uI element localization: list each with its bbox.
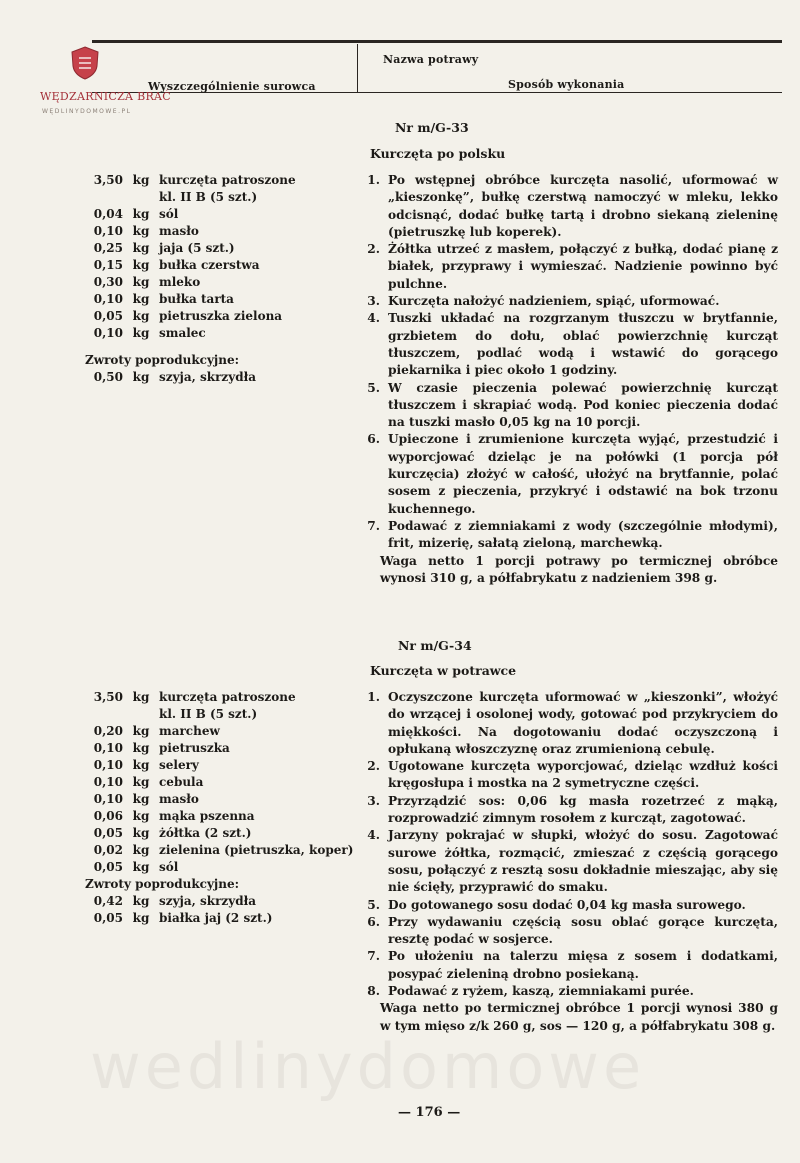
ingredient-row: 0,05 kg żółtka (2 szt.) — [93, 826, 252, 840]
ingredient-row: 0,10 kg cebula — [93, 775, 204, 789]
page-number: — 176 — — [398, 1105, 461, 1120]
ingredient-row: 0,06 kg mąka pszenna — [93, 809, 255, 823]
header-column-divider — [357, 44, 358, 92]
ingredient-row: 0,25 kg jaja (5 szt.) — [93, 241, 235, 255]
ingredient-row: 0,04 kg sól — [93, 207, 179, 221]
net-weight-note: Waga netto po termicznej obróbce 1 porcji wynosi 380 g w tym mięso z/k 260 g, sos — 120 g, a półfabrykatu 308 g. — [380, 1001, 778, 1033]
ingredient-row: 0,30 kg mleko — [93, 275, 201, 289]
ingredient-row: 3,50 kg kurczęta patroszone — [93, 173, 296, 187]
method-step: 7. Po ułożeniu na talerzu mięsa z sosem i dodatkami, posypać zieleniną drobno posiekaną. — [367, 949, 778, 981]
method-step: 3. Przyrządzić sos: 0,06 kg masła rozetrzeć z mąką, rozprowadzić zimnym rosołem z kurcząt, zagotować. — [367, 793, 778, 826]
ingredient-row: 0,10 kg pietruszka — [93, 741, 230, 755]
recipe-number: Nr m/G-34 — [398, 638, 472, 653]
recipe-number: Nr m/G-33 — [395, 120, 469, 135]
brand-logo — [40, 46, 172, 120]
method-step: 4. Jarzyny pokrajać w słupki, włożyć do sosu. Zagotować surowe żółtka, rozmącić, zmieszać z częścią gorącego sosu, połączyć z resztą sosu dokładnie mieszając, aby się nie ścięły, przyprawić do smaku. — [367, 828, 778, 895]
return-row: 0,50 kg szyja, skrzydła — [93, 370, 256, 384]
ingredient-row: 0,10 kg bułka tarta — [93, 292, 234, 306]
return-row: 0,05 kg białka jaj (2 szt.) — [93, 911, 273, 925]
net-weight-note: Waga netto 1 porcji potrawy po termicznej obróbce wynosi 310 g, a półfabrykatu z nadzieniem 398 g. — [380, 553, 778, 585]
ingredient-row: 3,50 kg kurczęta patroszone — [93, 690, 296, 704]
ingredient-list — [85, 689, 360, 927]
ingredient-list — [85, 172, 355, 386]
return-row: 0,42 kg szyja, skrzydła — [93, 894, 256, 908]
method-step: 6. Upieczone i zrumienione kurczęta wyjąć, przestudzić i wyporcjować dzieląc je na połówki (1 porcja pół kurczęcia) złożyć w całość, ułożyć na brytfannie, polać sosem z pieczenia, przykryć i odstawić na bok trzonu kuchennego. — [367, 432, 778, 516]
ingredient-row: 0,10 kg selery — [93, 758, 199, 772]
header-method: Sposób wykonania — [508, 78, 625, 91]
method-steps — [358, 172, 778, 587]
header-dish-name: Nazwa potrawy — [383, 53, 479, 66]
watermark-text: wedlinydomowe — [90, 1030, 646, 1103]
method-step: 2. Żółtka utrzeć z masłem, połączyć z bułką, dodać pianę z białek, przyprawy i wymieszać. Nadzienie powinno być pulchne. — [367, 242, 778, 291]
brand-url: WĘDLINYDOMOWE.PL — [42, 108, 132, 115]
ingredient-row: 0,10 kg masło — [93, 224, 199, 238]
method-step: 6. Przy wydawaniu częścią sosu oblać gorące kurczęta, resztę podać w sosjerce. — [367, 914, 778, 947]
header-ingredients: Wyszczególnienie surowca — [148, 80, 316, 93]
method-step: 5. Do gotowanego sosu dodać 0,04 kg masła surowego. — [367, 897, 746, 912]
method-step: 3. Kurczęta nałożyć nadzieniem, spiąć, uformować. — [367, 294, 720, 309]
method-steps — [358, 689, 778, 1035]
ingredient-row: 0,02 kg zielenina (pietruszka, koper) — [93, 843, 354, 857]
ingredient-row: 0,05 kg sól — [93, 860, 179, 874]
ingredient-continuation: kl. II B (5 szt.) — [159, 190, 258, 204]
method-step: 5. W czasie pieczenia polewać powierzchnię kurcząt tłuszczem i skrapiać wodą. Pod koniec pieczenia dodać na tuszki masło 0,05 kg na 10 porcji. — [367, 380, 778, 430]
returns-heading: Zwroty poprodukcyjne: — [85, 353, 240, 367]
header-top-rule — [92, 40, 782, 43]
method-step: 1. Po wstępnej obróbce kurczęta nasolić, uformować w „kieszonkę”, bułkę czerstwą namoczyć w mleku, lekko odcisnąć, dodać bułkę tartą i drobno siekaną zieleninę (pietruszkę lub koperek). — [367, 173, 778, 239]
ingredient-row: 0,05 kg pietruszka zielona — [93, 309, 283, 323]
method-step: 1. Oczyszczone kurczęta uformować w „kieszonki”, włożyć do wrzącej i osolonej wody, gotować pod przykryciem do miękkości. Na dogotowaniu dodać oczyszczoną i opłukaną włoszczyznę oraz zrumienioną cebulę. — [367, 690, 778, 756]
method-step: 4. Tuszki układać na rozgrzanym tłuszczu w brytfannie, grzbietem do dołu, oblać powierzchnię kurcząt tłuszczem, podlać wodą i wstawić do gorącego piekarnika i piec około 1 godziny. — [367, 311, 778, 378]
method-step: 8. Podawać z ryżem, kaszą, ziemniakami purée. — [367, 984, 694, 999]
shield-icon — [70, 46, 100, 80]
ingredient-row: 0,15 kg bułka czerstwa — [93, 258, 260, 272]
method-step: 7. Podawać z ziemniakami z wody (szczególnie młodymi), frit, mizerię, sałatą zieloną, marchewką. — [367, 518, 778, 551]
ingredient-continuation: kl. II B (5 szt.) — [159, 707, 258, 721]
ingredient-row: 0,20 kg marchew — [93, 724, 220, 738]
ingredient-row: 0,10 kg smalec — [93, 326, 206, 340]
recipe-title: Kurczęta w potrawce — [370, 663, 517, 678]
ingredient-row: 0,10 kg masło — [93, 792, 199, 806]
brand-name: WĘDZARNICZA BRAĆ — [40, 90, 172, 103]
method-step: 2. Ugotowane kurczęta wyporcjować, dzieląc wzdłuż kości kręgosłupa i mostka na 2 symetryczne części. — [367, 759, 778, 791]
returns-heading: Zwroty poprodukcyjne: — [85, 877, 240, 891]
recipe-title: Kurczęta po polsku — [370, 146, 506, 161]
